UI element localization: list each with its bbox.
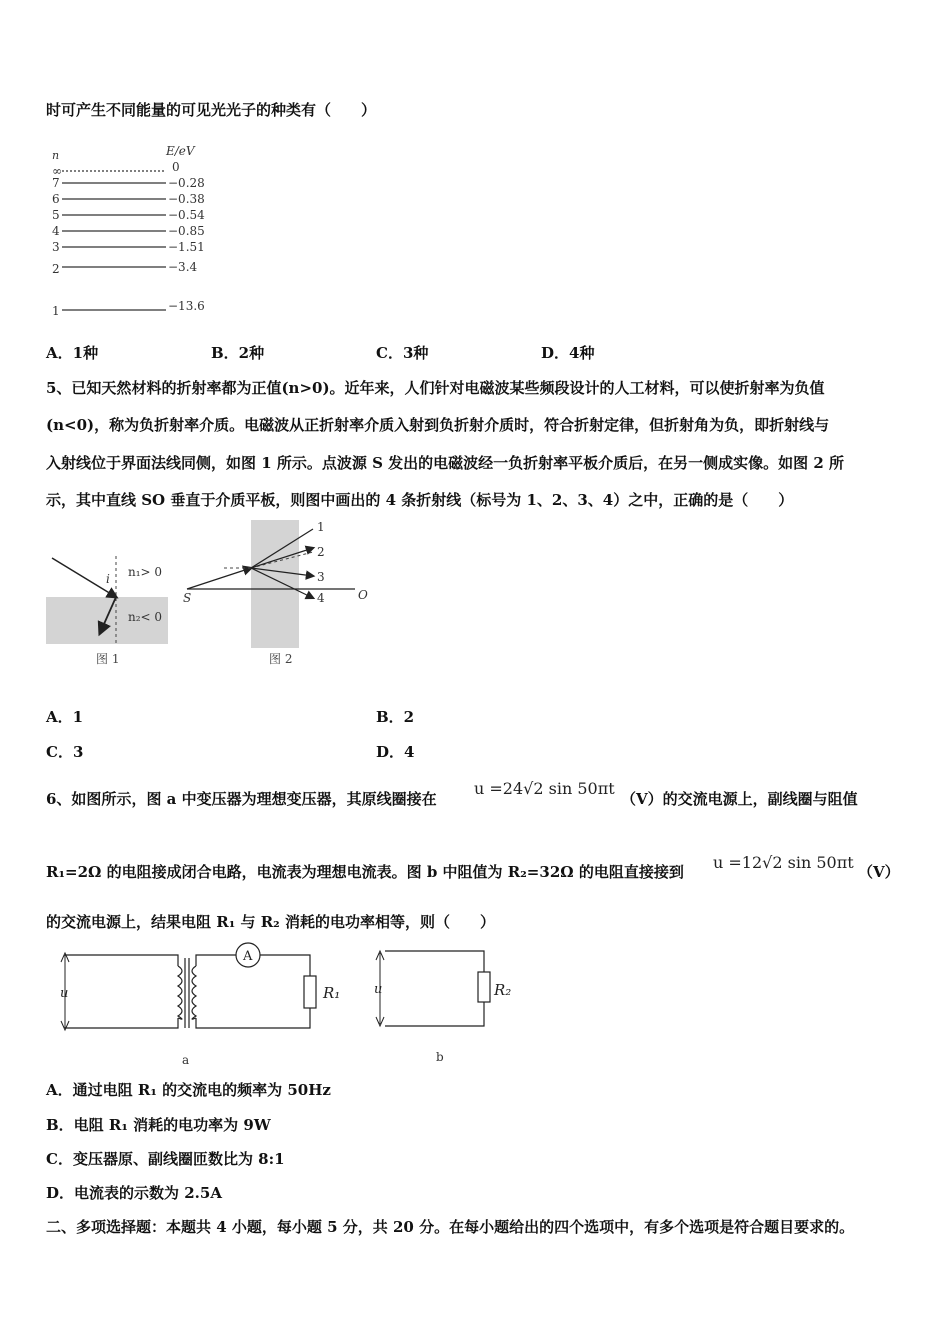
u-label: u — [60, 986, 69, 1001]
q6-option-c[interactable]: C．变压器原、副线圈匝数比为 8:1 — [46, 1150, 285, 1168]
e-header: E/eV — [166, 144, 195, 158]
svg-text:∞: ∞ — [52, 164, 62, 178]
u-label: u — [374, 982, 383, 997]
q4-stem: 时可产生不同能量的可见光光子的种类有（ ） — [46, 101, 377, 119]
o-label: O — [358, 588, 368, 602]
q5-stem-line-3: 入射线位于界面法线同侧，如图 1 所示。点波源 S 发出的电磁波经一负折射率平板介质后，在另一侧成实像。如图 2 所 — [46, 454, 845, 472]
level-infinity — [52, 160, 180, 178]
svg-text:5: 5 — [52, 208, 60, 222]
source-label: S — [183, 591, 192, 605]
q5-stem-line-4: 示，其中直线 SO 垂直于介质平板，则图中画出的 4 条折射线（标号为 1、2、3、4）之中，正确的是（ ） — [46, 491, 794, 509]
fig1-caption: 图 1 — [96, 652, 120, 666]
q5-stem-line-1: 5、已知天然材料的折射率都为正值(n>0)。近年来，人们针对电磁波某些频段设计的人工材料，可以使折射率为负值 — [46, 379, 825, 397]
q6-stem-line-2-post: （V） — [858, 863, 900, 881]
svg-text:−0.54: −0.54 — [168, 208, 205, 222]
q6-option-d[interactable]: D．电流表的示数为 2.5A — [46, 1184, 222, 1202]
n1-label: n₁> 0 — [128, 565, 163, 579]
level-6 — [52, 192, 205, 206]
svg-text:−0.85: −0.85 — [168, 224, 205, 238]
q6-option-b[interactable]: B．电阻 R₁ 消耗的电功率为 9W — [46, 1116, 271, 1134]
incident-ray — [187, 568, 251, 589]
q5-figure-2 — [180, 518, 380, 673]
secondary-coil — [192, 966, 196, 1019]
svg-text:−13.6: −13.6 — [168, 299, 205, 313]
svg-text:4: 4 — [52, 224, 60, 238]
svg-text:−1.51: −1.51 — [168, 240, 205, 254]
resistor-r2 — [478, 972, 490, 1002]
q4-option-d[interactable]: D．4种 — [541, 344, 595, 362]
resistor-r1 — [304, 976, 316, 1008]
svg-text:0: 0 — [172, 160, 180, 174]
svg-text:7: 7 — [52, 176, 60, 190]
n-header: n — [52, 149, 60, 162]
primary-coil — [178, 966, 182, 1019]
q5-option-d[interactable]: D．4 — [376, 743, 415, 761]
q4-option-b[interactable]: B．2种 — [211, 344, 265, 362]
negative-index-slab — [251, 520, 299, 648]
ammeter-label: A — [243, 949, 253, 964]
ray-3-label: 3 — [317, 570, 325, 584]
svg-text:6: 6 — [52, 192, 60, 206]
level-2 — [52, 260, 198, 276]
ray-1-label: 1 — [317, 520, 325, 534]
q6-circuit-b — [372, 940, 532, 1070]
n2-label: n₂< 0 — [128, 610, 163, 624]
r2-label: R₂ — [494, 981, 512, 999]
level-7 — [52, 176, 205, 190]
svg-text:2: 2 — [52, 262, 60, 276]
q6-stem-line-1-post: （V）的交流电源上，副线圈与阻值 — [621, 790, 858, 808]
q6-stem-line-1-pre: 6、如图所示，图 a 中变压器为理想变压器，其原线圈接在 — [46, 790, 437, 808]
q5-option-c[interactable]: C．3 — [46, 743, 84, 761]
q6-formula-1: u =24√2 sin 50πt — [474, 779, 615, 798]
svg-text:−3.4: −3.4 — [168, 260, 198, 274]
q5-figure-1 — [44, 548, 174, 673]
angle-label: i — [106, 572, 110, 586]
q6-stem-line-2-pre: R₁=2Ω 的电阻接成闭合电路，电流表为理想电流表。图 b 中阻值为 R₂=32Ω 的电阻直接接到 — [46, 863, 684, 881]
fig2-caption: 图 2 — [269, 652, 293, 666]
level-4 — [52, 224, 205, 238]
q5-option-a[interactable]: A．1 — [46, 708, 84, 726]
energy-level-diagram — [44, 140, 224, 320]
level-1 — [52, 299, 205, 318]
svg-text:3: 3 — [52, 240, 60, 254]
r1-label: R₁ — [323, 984, 341, 1002]
q6-formula-2: u =12√2 sin 50πt — [713, 853, 854, 872]
ray-2-label: 2 — [317, 545, 325, 559]
fig-b-caption: b — [436, 1050, 444, 1064]
q4-option-c[interactable]: C．3种 — [376, 344, 429, 362]
q5-stem-line-2: (n<0)，称为负折射率介质。电磁波从正折射率介质入射到负折射介质时，符合折射定律，但折射角为负，即折射线与 — [46, 416, 830, 434]
svg-text:1: 1 — [52, 304, 60, 318]
q6-option-a[interactable]: A．通过电阻 R₁ 的交流电的频率为 50Hz — [46, 1081, 331, 1099]
level-5 — [52, 208, 205, 222]
section-2-heading: 二、多项选择题：本题共 4 小题，每小题 5 分，共 20 分。在每小题给出的四个选项中，有多个选项是符合题目要求的。 — [46, 1218, 855, 1236]
level-3 — [52, 240, 205, 254]
q5-option-b[interactable]: B．2 — [376, 708, 415, 726]
q6-stem-line-3: 的交流电源上，结果电阻 R₁ 与 R₂ 消耗的电功率相等，则（ ） — [46, 913, 495, 931]
q4-option-a[interactable]: A．1种 — [46, 344, 99, 362]
fig-a-caption: a — [182, 1053, 190, 1067]
svg-text:−0.28: −0.28 — [168, 176, 205, 190]
svg-text:−0.38: −0.38 — [168, 192, 205, 206]
ray-4-label: 4 — [317, 591, 325, 605]
q6-circuit-a — [48, 940, 358, 1070]
